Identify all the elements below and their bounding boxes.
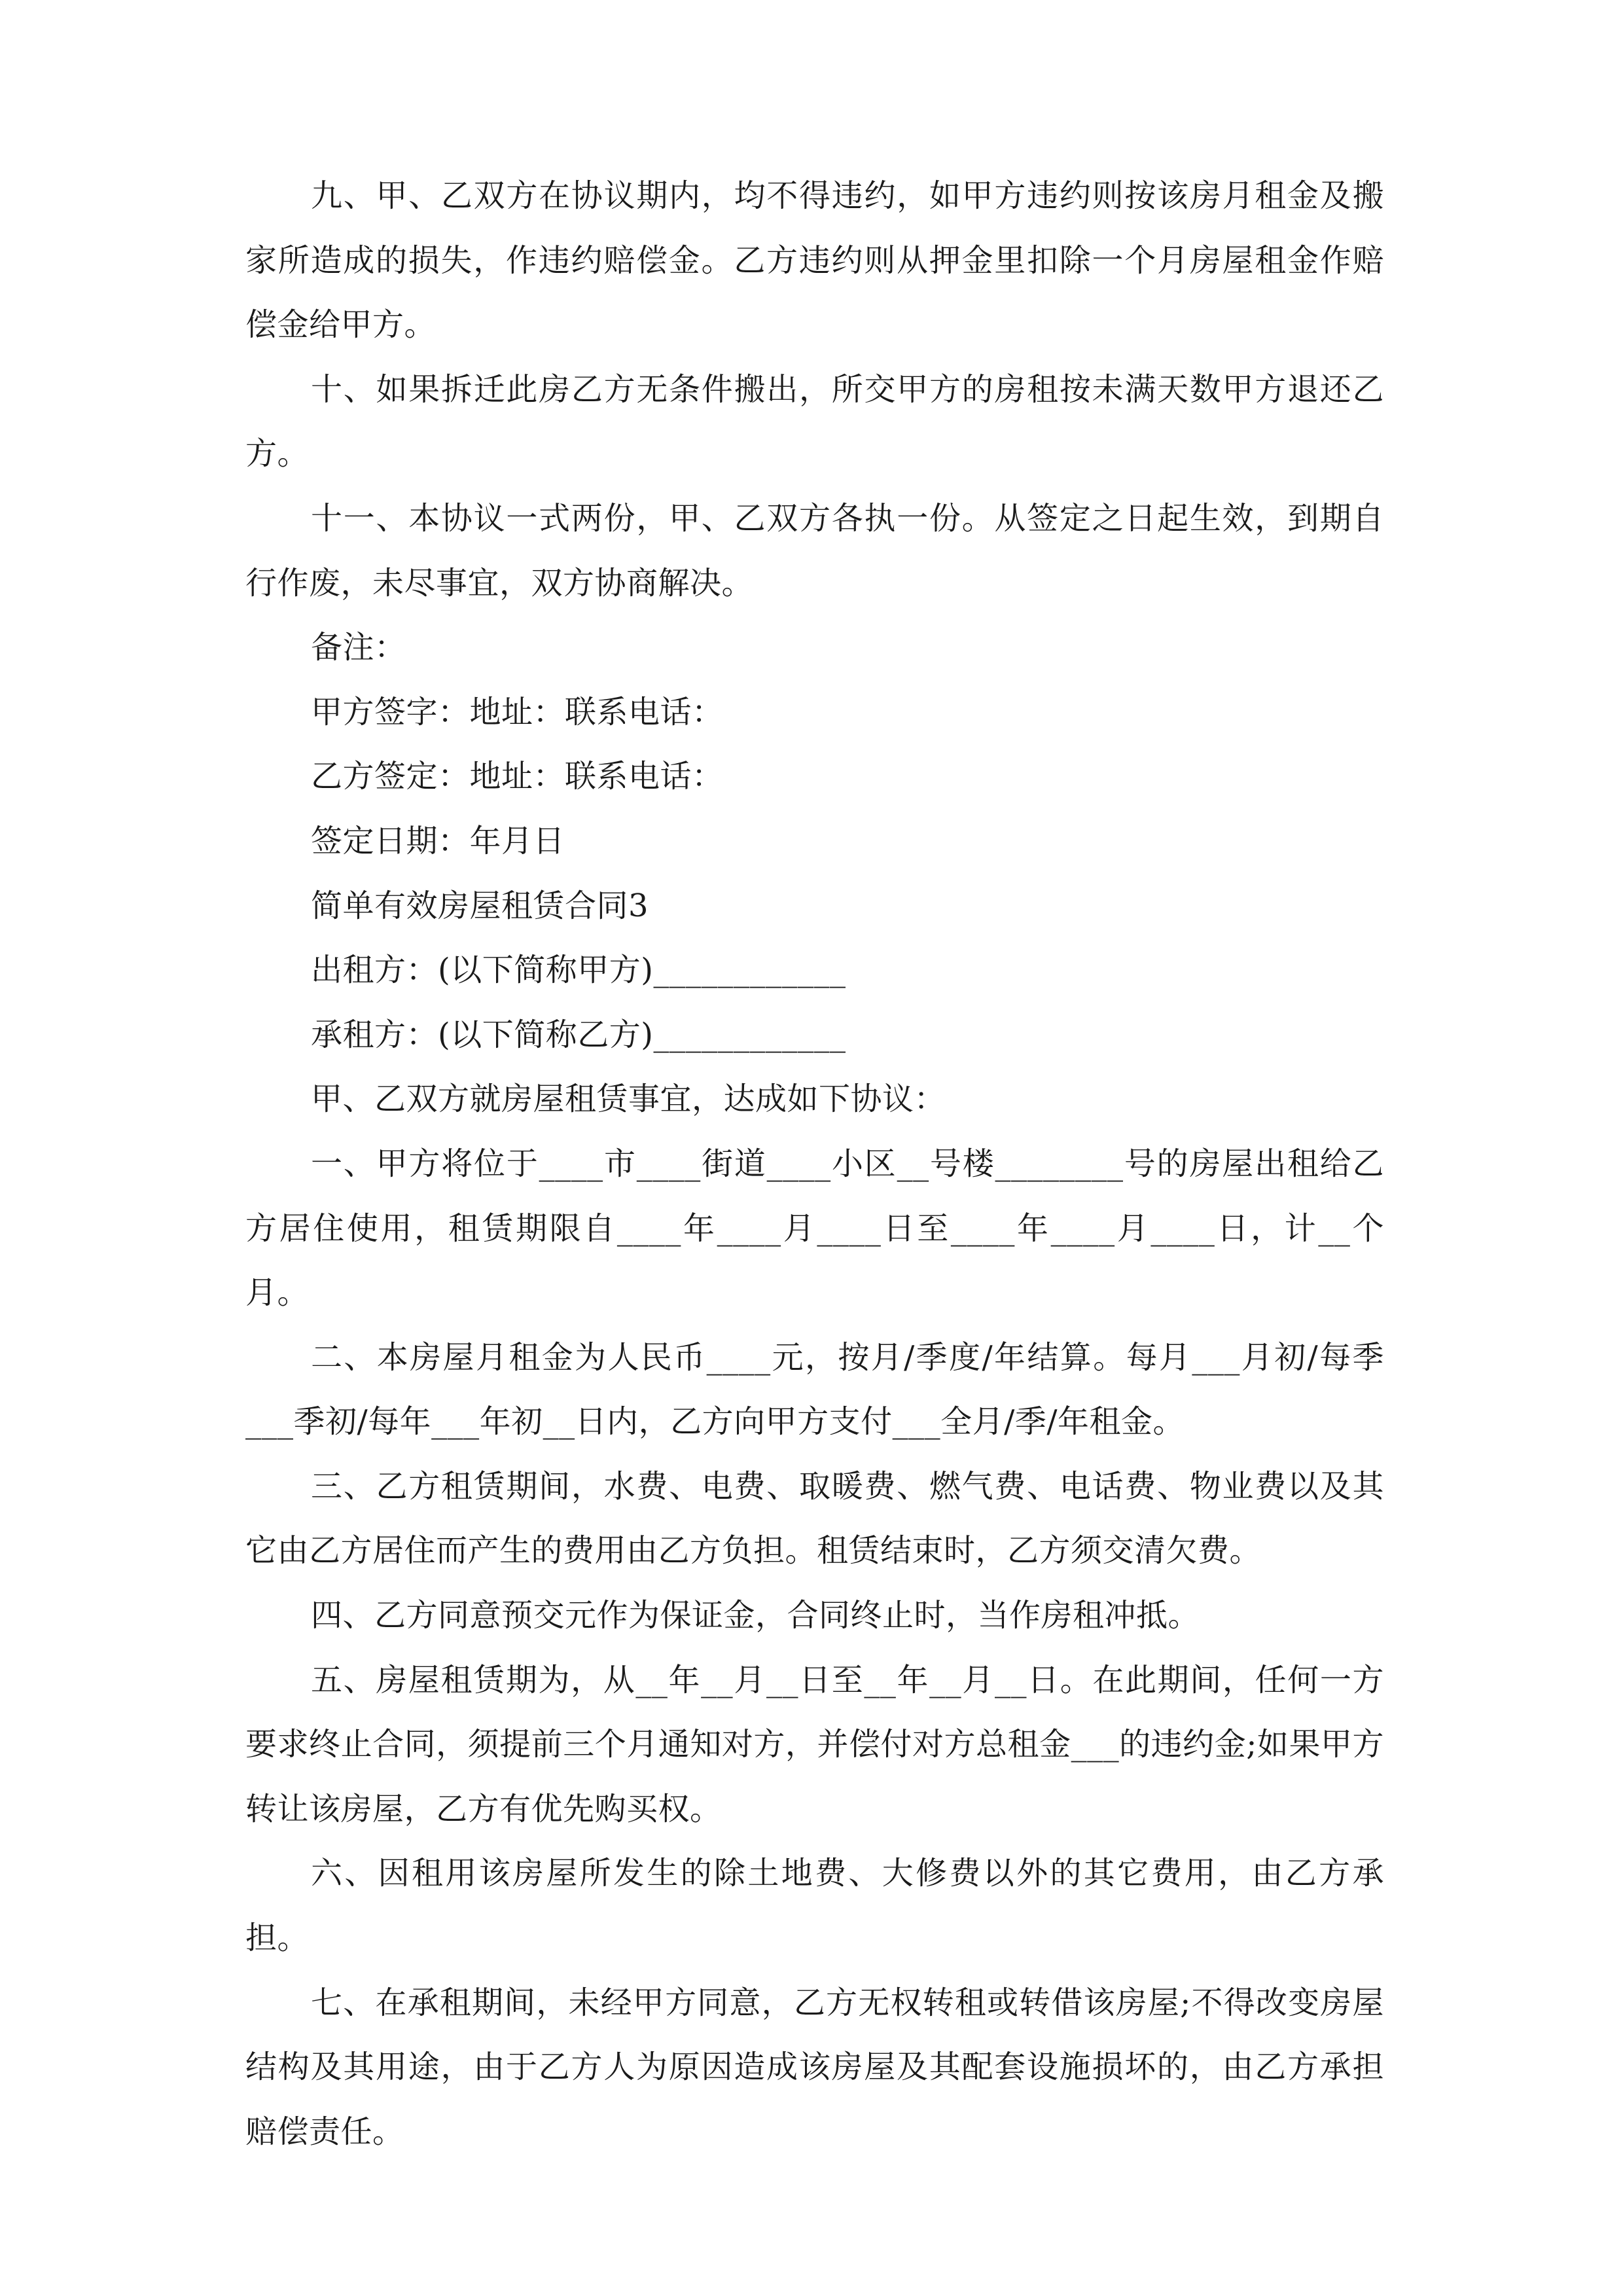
clause-2: 二、本房屋月租金为人民币____元，按月/季度/年结算。每月___月初/每季___季初/每年___年初__日内，乙方向甲方支付___全月/季/年租金。 (245, 1338, 1384, 1441)
lessor-line: 出租方：(以下简称甲方)____________ (311, 952, 846, 989)
document-body (245, 164, 1384, 2164)
clause-3: 三、乙方租赁期间，水费、电费、取暖费、燃气费、电话费、物业费以及其它由乙方居住而产生的费用由乙方负担。租赁结束时，乙方须交清欠费。 (245, 1467, 1384, 1570)
agreement-intro: 甲、乙双方就房屋租赁事宜，达成如下协议： (311, 1081, 946, 1118)
clause-4: 四、乙方同意预交元作为保证金，合同终止时，当作房租冲抵。 (311, 1597, 1200, 1634)
party-a-signature-line: 甲方签字：地址：联系电话： (311, 693, 724, 730)
clause-11: 十一、本协议一式两份，甲、乙双方各执一份。从签定之日起生效，到期自行作废，未尽事宜，双方协商解决。 (245, 499, 1384, 601)
party-b-signature-line: 乙方签定：地址：联系电话： (311, 758, 724, 795)
lessee-line: 承租方：(以下简称乙方)____________ (311, 1016, 846, 1053)
clause-10: 十、如果拆迁此房乙方无条件搬出，所交甲方的房租按未满天数甲方退还乙方。 (245, 370, 1384, 473)
clause-7: 七、在承租期间，未经甲方同意，乙方无权转租或转借该房屋;不得改变房屋结构及其用途，由于乙方人为原因造成该房屋及其配套设施损坏的，由乙方承担赔偿责任。 (245, 1984, 1384, 2150)
clause-5: 五、房屋租赁期为，从__年__月__日至__年__月__日。在此期间，任何一方要求终止合同，须提前三个月通知对方，并偿付对方总租金___的违约金;如果甲方转让该房屋，乙方有优先购买权。 (245, 1661, 1384, 1827)
clause-1: 一、甲方将位于____市____街道____小区__号楼________号的房屋出租给乙方居住使用，租赁期限自____年____月____日至____年____月____日，计__个月。 (245, 1145, 1384, 1312)
remarks-label: 备注： (311, 629, 406, 666)
contract-3-title: 简单有效房屋租赁合同3 (311, 887, 649, 924)
signing-date-line: 签定日期：年月日 (311, 822, 565, 859)
clause-9: 九、甲、乙双方在协议期内，均不得违约，如甲方违约则按该房月租金及搬家所造成的损失，作违约赔偿金。乙方违约则从押金里扣除一个月房屋租金作赔偿金给甲方。 (245, 177, 1384, 344)
clause-6: 六、因租用该房屋所发生的除土地费、大修费以外的其它费用，由乙方承担。 (245, 1855, 1384, 1957)
